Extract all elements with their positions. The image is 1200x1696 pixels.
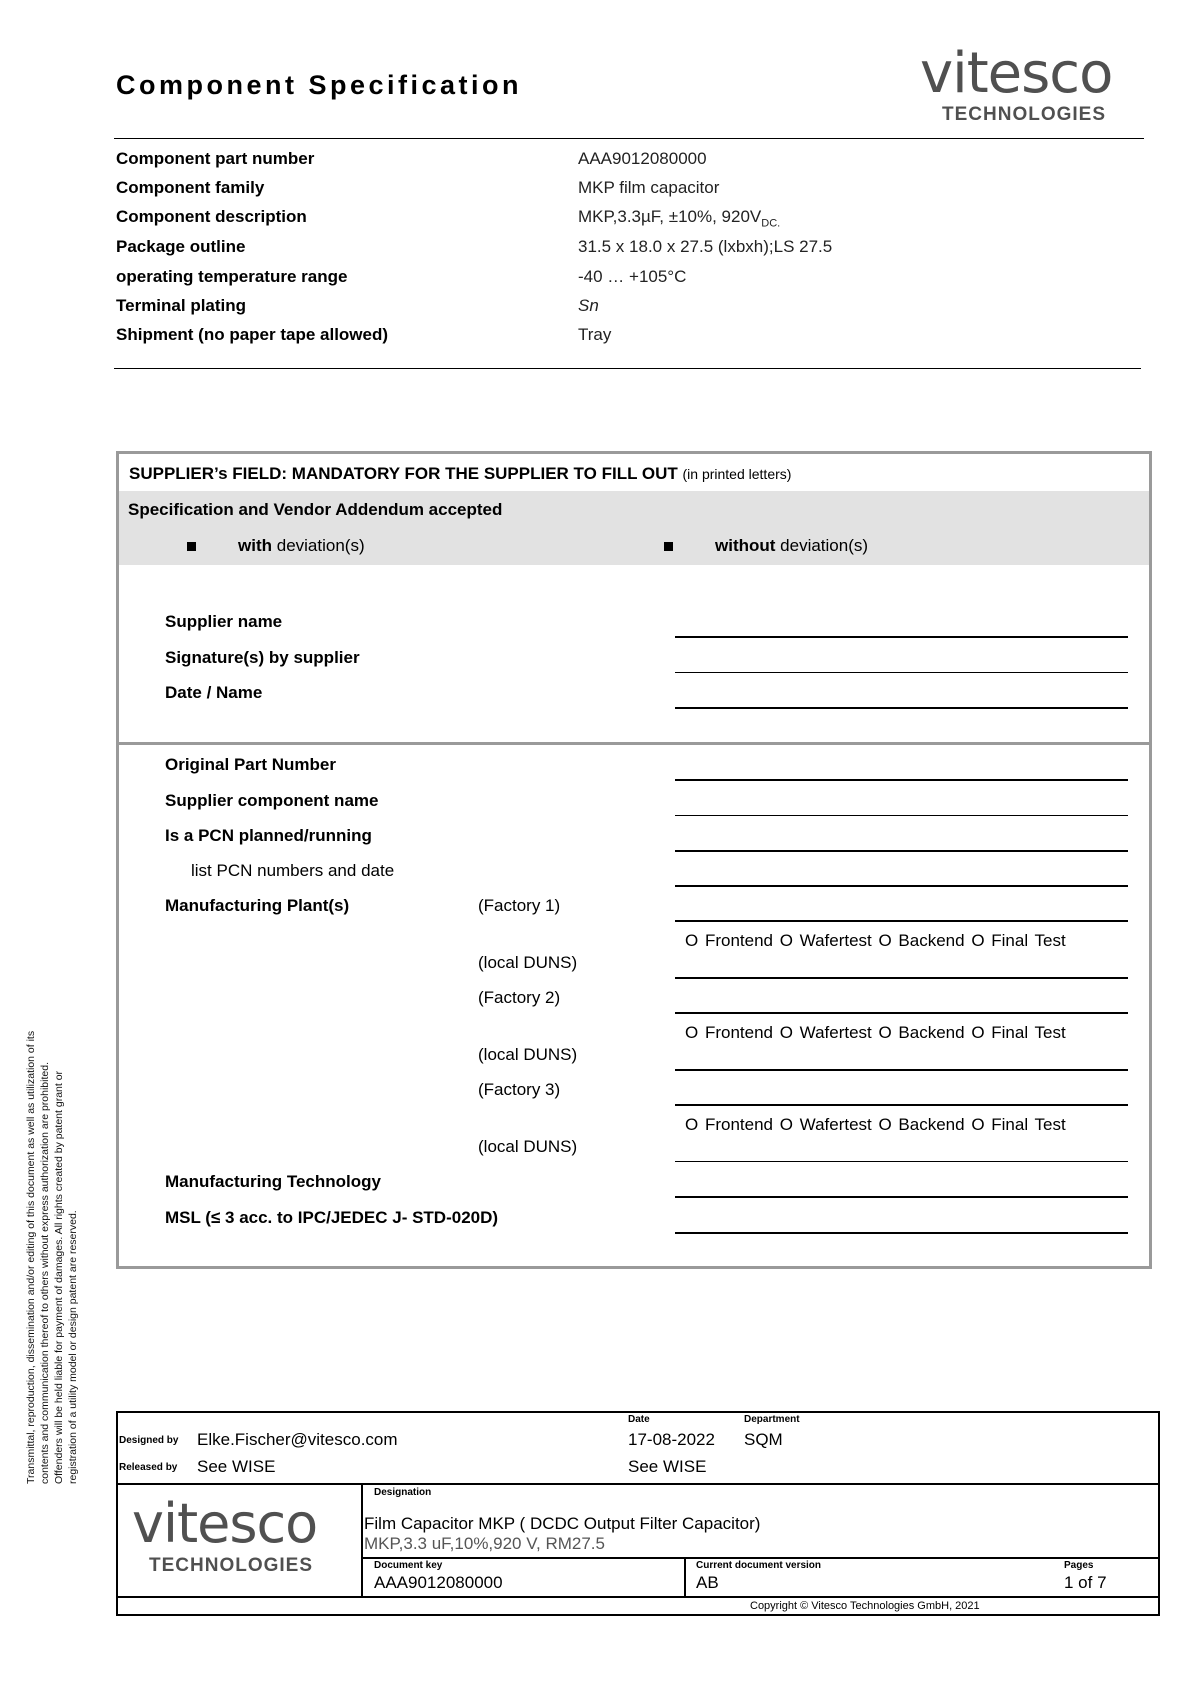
spec-label: Shipment (no paper tape allowed) [116,325,389,344]
factory-1-field[interactable] [675,920,1128,922]
version-value: AB [696,1573,719,1592]
manufacturing-technology-field[interactable] [675,1196,1128,1198]
logo-subtitle: TECHNOLOGIES [942,104,1107,125]
msl-label: MSL (≤ 3 acc. to IPC/JEDEC J- STD-020D) [165,1208,499,1227]
without-deviation-label [715,536,868,556]
copyright: Copyright © Vitesco Technologies GmbH, 2021 [750,1600,980,1612]
supplier-heading [129,464,791,484]
spec-value: MKP film capacitor [578,178,720,197]
pcn-list-label: list PCN numbers and date [191,861,395,880]
factory-2-duns-label: (local DUNS) [478,1045,578,1064]
title-block-vline [684,1557,686,1596]
designed-by-label: Designed by [119,1435,179,1446]
factory-2-options[interactable]: O Frontend O Wafertest O Backend O Final Test [685,1023,1066,1042]
accepted-label: Specification and Vendor Addendum accepted [128,500,503,519]
with-deviation-checkbox[interactable] [187,542,196,551]
vitesco-logo [920,41,1140,128]
title-block-hline [361,1557,1158,1559]
spec-row-family [116,178,1016,200]
spec-value: Sn [578,296,599,315]
pages-label: Pages [1064,1560,1094,1571]
spec-value [578,207,780,229]
date-value: 17-08-2022 [628,1430,715,1449]
supplier-field-box [116,451,1152,1269]
without-rest: deviation(s) [780,536,869,555]
date-name-field[interactable] [675,707,1128,709]
department-label: Department [744,1414,800,1425]
section-separator [119,742,1149,745]
msl-field[interactable] [675,1232,1128,1234]
factory-1-label: (Factory 1) [478,896,561,915]
supplier-heading-text: SUPPLIER’s FIELD: MANDATORY FOR THE SUPPLIER TO FILL OUT [129,464,678,483]
spec-divider [114,368,1141,369]
released-by-label: Released by [119,1462,178,1473]
header-divider [114,138,1144,139]
factory-3-options[interactable]: O Frontend O Wafertest O Backend O Final Test [685,1115,1066,1134]
date-name-label: Date / Name [165,683,263,702]
spec-label: Component family [116,178,265,197]
without-bold: without [715,536,776,555]
original-part-field[interactable] [675,779,1128,781]
factory-3-field[interactable] [675,1104,1128,1106]
signature-field[interactable] [675,672,1128,673]
spec-label: operating temperature range [116,267,348,286]
factory-2-field[interactable] [675,1012,1128,1014]
spec-row-shipment [116,325,1016,347]
pcn-planned-label: Is a PCN planned/running [165,826,372,845]
factory-3-duns-label: (local DUNS) [478,1137,578,1156]
logo-wordmark: vitesco [920,41,1113,106]
spec-label: Package outline [116,237,246,256]
designation-line-2: MKP,3.3 uF,10%,920 V, RM27.5 [364,1534,605,1553]
spec-label: Terminal plating [116,296,247,315]
footer-vitesco-logo [132,1492,347,1585]
factory-1-duns-field[interactable] [675,977,1128,979]
factory-1-options[interactable]: O Frontend O Wafertest O Backend O Final Test [685,931,1066,950]
spec-value: Tray [578,325,612,344]
document-key-value: AAA9012080000 [374,1573,503,1592]
date-released-value: See WISE [628,1457,707,1476]
original-part-label: Original Part Number [165,755,336,774]
legal-side-note: Transmittal, reproduction, dissemination and/or editing of this document as well as utilization of its contents and communication thereof to others without express authorization are prohibited. Offenders will be held liable for payment of damages. All rights created by patent grant or registration of a utility model or design patent are reserved. [25,1030,79,1484]
title-block-hline [118,1483,1158,1485]
with-bold: with [238,536,272,555]
pages-value: 1 of 7 [1064,1573,1107,1592]
manufacturing-technology-label: Manufacturing Technology [165,1172,381,1191]
spec-label: Component description [116,207,307,226]
footer-logo-wordmark: vitesco [132,1492,318,1555]
factory-1-duns-label: (local DUNS) [478,953,578,972]
without-deviation-checkbox[interactable] [664,542,673,551]
page-title: Component Specification [116,70,523,100]
document-key-label: Document key [374,1560,443,1571]
date-label: Date [628,1414,650,1425]
with-deviation-label [238,536,365,556]
supplier-name-label: Supplier name [165,612,283,631]
spec-value: -40 … +105°C [578,267,687,286]
pcn-planned-field[interactable] [675,850,1128,852]
spec-label: Component part number [116,149,315,168]
spec-row-description [116,207,1016,229]
footer-logo-subtitle: TECHNOLOGIES [149,1555,314,1576]
spec-row-package [116,237,1016,259]
designation-label: Designation [374,1487,432,1498]
title-block [116,1411,1160,1616]
pcn-list-field[interactable] [675,885,1128,887]
title-block-vline [361,1483,363,1596]
signature-label: Signature(s) by supplier [165,648,360,667]
spec-row-temperature [116,267,1016,289]
spec-row-plating [116,296,1016,318]
released-by-value: See WISE [197,1457,276,1476]
spec-value: AAA9012080000 [578,149,707,168]
designed-by-value: Elke.Fischer@vitesco.com [197,1430,398,1449]
supplier-component-field[interactable] [675,815,1128,816]
spec-value: 31.5 x 18.0 x 27.5 (lxbxh);LS 27.5 [578,237,833,256]
spec-value-subscript: DC. [761,217,781,230]
department-value: SQM [744,1430,783,1449]
with-rest: deviation(s) [276,536,365,555]
supplier-name-field[interactable] [675,636,1128,638]
factory-3-duns-field[interactable] [675,1161,1128,1162]
spec-row-part-number [116,149,1016,171]
supplier-component-label: Supplier component name [165,791,379,810]
manufacturing-plants-label: Manufacturing Plant(s) [165,896,350,915]
factory-3-label: (Factory 3) [478,1080,561,1099]
title-block-hline [118,1596,1158,1598]
factory-2-label: (Factory 2) [478,988,561,1007]
version-label: Current document version [696,1560,822,1571]
factory-2-duns-field[interactable] [675,1069,1128,1071]
designation-line-1: Film Capacitor MKP ( DCDC Output Filter Capacitor) [364,1514,761,1533]
spec-value-main: MKP,3.3µF, ±10%, 920V [578,207,762,226]
supplier-heading-note: (in printed letters) [682,466,792,482]
